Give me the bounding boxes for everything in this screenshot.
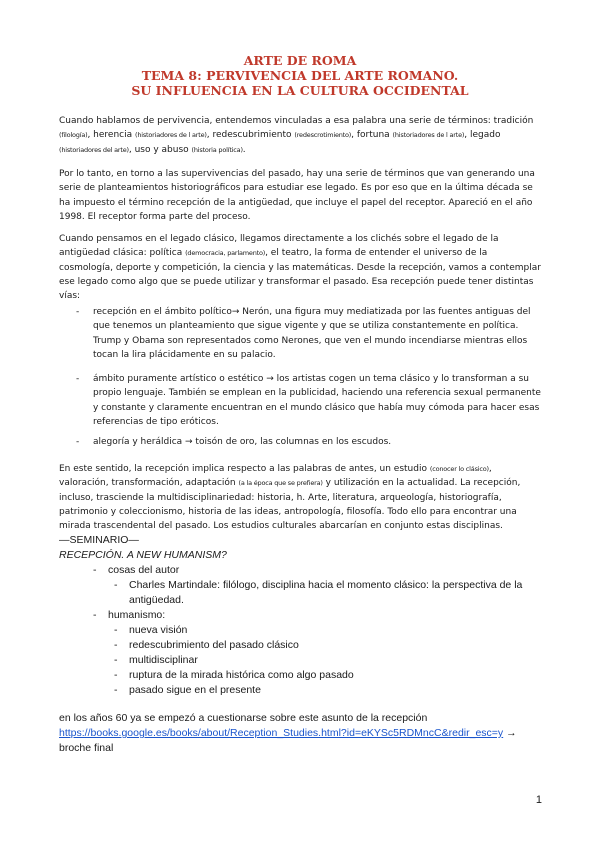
bullet-marker: - [76, 374, 80, 384]
seminar-item-marker: - [93, 609, 97, 621]
reception-studies-link[interactable]: https://books.google.es/books/about/Reception_Studies.html?id=eKYSc5RDMncC&redir_esc=y [59, 727, 504, 739]
seminar-item: pasado sigue en el presente [129, 684, 261, 696]
sentido-text: y utilización en la actualidad. La recepción, incluso, trasciende la multidisciplinariedad: historia, h. Arte, literatura, arqueología, historiografía, patrimonio y coleccionismo, historia de las ideas, antropología, filosofía. Todo ello para encontrar una mirada trascendental del pasado. Los estudios culturales abarcarían en conjunto estas disciplinas. [59, 478, 521, 532]
sentido-note: (conocer lo clásico) [429, 465, 489, 473]
bullet-marker: - [76, 307, 80, 317]
bullet-marker: - [76, 437, 80, 447]
intro-note: (filología) [59, 131, 88, 140]
seminar-item-marker: - [114, 684, 118, 696]
paragraph-intro [59, 114, 544, 157]
bullet-alegoria: alegoría y heráldica → toisón de oro, las columnas en los escudos. [93, 437, 392, 447]
title-line-1: ARTE DE ROMA [243, 53, 357, 68]
legado-text: , el teatro, la forma de entender el universo de la cosmología, deporte y competición, la ciencia y las matemáticas. Desde la recepción, vamos a contemplar ese legado como algo que se puede utilizar y transformar el pasado. Esa recepción puede tener distintas vías: [59, 248, 541, 302]
paragraph-sentido [59, 462, 544, 533]
seminar-link-line [59, 726, 549, 741]
title-line-3: SU INFLUENCIA EN LA CULTURA OCCIDENTAL [131, 83, 469, 98]
seminar-item: Charles Martindale: filólogo, disciplina hacia el momento clásico: la perspectiva de la antigüedad. [129, 579, 523, 606]
seminar-item: nueva visión [129, 624, 188, 636]
intro-note: (historia política) [191, 145, 243, 154]
paragraph-supervivencias: Por lo tanto, en torno a las supervivencias del pasado, hay una serie de términos que van generando una serie de planteamientos historiográficos para estudiar ese legado. Es por eso que en la última década se ha impuesto el término recepción de la antigüedad, que incluye el papel del receptor. Apareció en el año 1998. El receptor forma parte del proceso. [59, 169, 535, 222]
arrow-glyph: → [506, 727, 517, 739]
seminar-item: multidisciplinar [129, 654, 198, 666]
bullet-artistico: ámbito puramente artístico o estético → los artistas cogen un tema clásico y lo transforman a su propio lenguaje. También se emplean en la publicidad, haciendo una referencia sexual permanente y constante y claramente encuentran en el mundo clásico que había muy cómoda para hacer esas referencias de tipo eróticos. [93, 374, 541, 427]
seminar-item-marker: - [93, 564, 97, 576]
intro-text: , redescubrimiento [206, 130, 295, 141]
intro-note: (historiadores de l arte) [392, 131, 465, 140]
seminar-item: humanismo: [108, 609, 166, 621]
seminar-item-marker: - [114, 579, 118, 591]
sentido-text: , valoración, transformación, adaptación [59, 464, 492, 489]
paragraph-legado [59, 232, 544, 303]
bullet-politico: recepción en el ámbito político→ Nerón, una figura muy mediatizada por las fuentes antiguas del que tenemos un planteamiento que sigue vigente y que se utiliza constantemente en política. Trump y Obama son representados como Nerones, que ven el mundo incendiarse mientras ellos tocan la lira plácidamente en su palacio. [93, 307, 531, 360]
intro-text: , fortuna [351, 130, 393, 141]
intro-note: (redescrotimiento) [294, 131, 352, 140]
document-title [0, 53, 600, 98]
seminar-subtitle: RECEPCIÓN. A NEW HUMANISM? [59, 549, 227, 561]
seminar-item: cosas del autor [108, 564, 180, 576]
legado-note: (democracia, parlamento) [185, 249, 266, 258]
intro-note: (historiadores de l arte) [134, 131, 207, 140]
sentido-text: En este sentido, la recepción implica respecto a las palabras de antes, un estudio [59, 464, 430, 474]
seminar-after: broche final [59, 742, 114, 754]
seminar-heading: —SEMINARIO— [59, 534, 139, 546]
seminar-item: ruptura de la mirada histórica como algo pasado [129, 669, 354, 681]
intro-note: (historiadores del arte) [59, 145, 129, 154]
intro-text: , herencia [87, 130, 135, 141]
intro-text: , uso y abuso [128, 144, 192, 155]
seminar-item-marker: - [114, 669, 118, 681]
seminar-item-marker: - [114, 654, 118, 666]
legado-text: Cuando pensamos en el legado clásico, llegamos directamente a los clichés sobre el legado de la antigüedad clásica: política [59, 234, 499, 259]
seminar-item-marker: - [114, 639, 118, 651]
page-number: 1 [535, 794, 542, 806]
intro-text: , legado [464, 130, 501, 141]
sentido-note: (a la época que se prefiera) [238, 479, 323, 488]
intro-text: Cuando hablamos de pervivencia, entendemos vinculadas a esa palabra una serie de términos: tradición [59, 116, 534, 126]
seminar-closing: en los años 60 ya se empezó a cuestionarse sobre este asunto de la recepción [59, 712, 428, 724]
intro-text: . [242, 144, 246, 155]
seminar-item: redescubrimiento del pasado clásico [129, 639, 299, 651]
title-line-2: TEMA 8: PERVIVENCIA DEL ARTE ROMANO. [141, 68, 459, 83]
seminar-item-marker: - [114, 624, 118, 636]
